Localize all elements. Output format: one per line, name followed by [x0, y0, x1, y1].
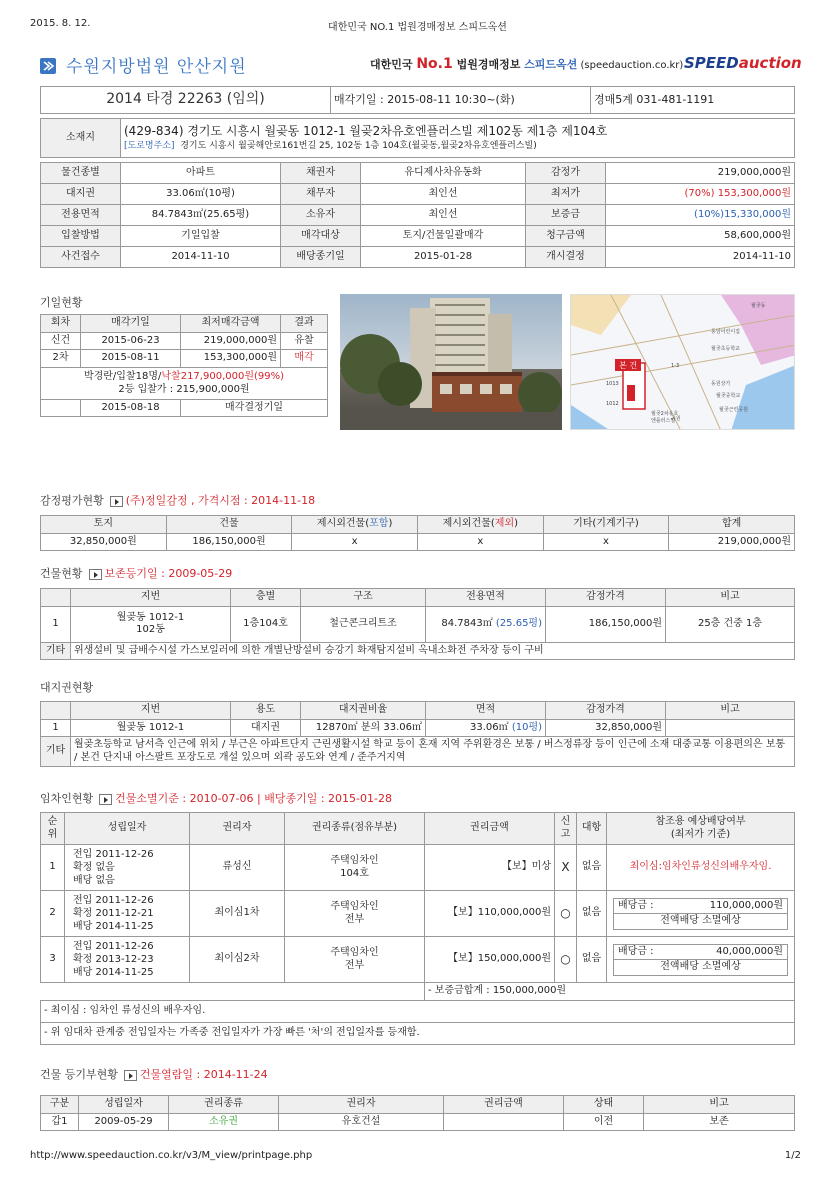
court-name: 수원지방법원 안산지원 — [66, 57, 247, 77]
svg-text:월곶초등학교: 월곶초등학교 — [711, 346, 740, 352]
address-table — [40, 118, 795, 158]
table-row: 신건 2015-06-23 219,000,000원 유찰 — [41, 332, 328, 350]
svg-text:월곶동: 월곶동 — [751, 303, 766, 309]
dividend-box: 배당금 : 110,000,000원 — [613, 898, 788, 915]
appraisal-section-title: 감정평가현황 (주)정일감정 , 가격시점 : 2014-11-18 — [40, 494, 316, 507]
table-row: 기타 월곶초등학교 남서측 인근에 위치 / 부근은 아파트단지 근린생활시설 학교 등이 혼재 지역 주위환경은 보통 / 버스정류장 등이 인근에 소재 대중교통 이용편의은 보통 / 본건 단지내 아스팔트 포장도로 개설 있으며 외곽 공도와 연계 / 준주거지역 — [41, 737, 795, 767]
svg-text:공원: 공원 — [671, 416, 681, 422]
court-title-bar — [40, 52, 802, 80]
print-title: 대한민국 NO.1 법원경매정보 스피드옥션 — [328, 22, 507, 33]
svg-text:1013: 1013 — [606, 381, 619, 387]
table-row: 1 월곶동 1012-1 대지권 12870㎡ 분의 33.06㎡ 33.06㎡ (10평) 32,850,000원 — [41, 719, 795, 737]
play-icon[interactable] — [99, 794, 112, 805]
tenant-note-2: - 위 임대차 관계중 전입일자는 가족중 전입일자가 가장 빠른 '처'의 전입일자를 등재함. — [41, 1022, 795, 1044]
svg-text:1-3: 1-3 — [671, 363, 680, 369]
case-number: 2014 타경 22263 (임의) — [41, 87, 331, 114]
play-icon[interactable] — [124, 1070, 137, 1081]
tenant-section-title: 임차인현황 건물소멸기준 : 2010-07-06 | 배당종기일 : 2015-01-28 — [40, 792, 392, 805]
svg-text:동원상가: 동원상가 — [711, 381, 731, 387]
play-icon[interactable] — [89, 569, 102, 580]
tenant-table: 순위 성립일자 권리자 권리종류(점유부분) 권리금액 신고 대항 참조용 예상배당여부 (최저가 기준) 1 전입 2011-12-26 확정 없음 배당 없음 류성신 주택임차인 104호 【보】미상 X 없음 최이심:임차인류성신의배우자임. 2 전입 2011-12-26 확정 2011-12-21 배당 2014-11-25 최이심1차 주택임차인 전부 【보】110,000,000원 ○ 없음 배당금 : 110,000,000원 전액배당 소멸예상 3 전입 2011-12-26 확정 2013-12-23 배당 2014-11-25 최이심2차 주택임차인 전부 【보】150,000,000원 ○ 없음 배당금 : 40,000,000원 전액배당 소멸예상 - 보증금합계 : 150,000,000원 - 최이심 : 임차인 류성신의 배우자임. - 위 임대차 관계중 전입일자는 가족중 전입일자가 가장 빠른 '처'의 전입일자를 등재함. — [40, 812, 795, 1045]
table-row: 물건종별 아파트 채권자 유디제사차유동화 감정가 219,000,000원 — [41, 163, 795, 184]
table-row: 2 전입 2011-12-26 확정 2011-12-21 배당 2014-11-25 최이심1차 주택임차인 전부 【보】110,000,000원 ○ 없음 배당금 : 110,000,000원 전액배당 소멸예상 — [41, 891, 795, 937]
court-dept: 경매5계 031-481-1191 — [591, 87, 795, 114]
table-row: 사건접수 2014-11-10 배당종기일 2015-01-28 개시결정 2014-11-10 — [41, 247, 795, 268]
svg-text:월곶근린공원: 월곶근린공원 — [719, 407, 748, 413]
road-address: 경기도 시흥시 월곶해안로161번길 25, 102동 1층 104호(월곶동,월곶2차유호엔플러스빌) — [180, 140, 537, 151]
building-section-title: 건물현황 보존등기일 : 2009-05-29 — [40, 567, 233, 580]
address-label: 소재지 — [41, 119, 121, 158]
svg-text:동암어린이집: 동암어린이집 — [711, 329, 740, 335]
table-row: 1 월곶동 1012-1 102동 1층104호 철근콘크리트조 84.7843㎡ (25.65평) 186,150,000원 25층 건중 1층 — [41, 606, 795, 642]
registry-section-title: 건물 등기부현황 건물열람일 : 2014-11-24 — [40, 1068, 268, 1081]
deposit-total: - 보증금합계 : 150,000,000원 — [425, 983, 795, 1001]
table-row: 32,850,000원 186,150,000원 x x x 219,000,000원 — [41, 533, 795, 551]
second-bid: 2등 입찰가 : 215,900,000원 — [118, 384, 250, 395]
land-section-title: 대지권현황 — [40, 681, 94, 694]
auction-table: 회차 매각기일 최저매각금액 결과 신건 2015-06-23 219,000,000원 유찰 2차 2015-08-11 153,300,000원 매각 박경란/입찰18명/낙찰217,900,000원(99%) 2등 입찰가 : 215,900,000원 2015-08-18 매각결정기일 — [40, 314, 328, 417]
property-photo[interactable] — [340, 294, 562, 430]
svg-text:월곶중학교: 월곶중학교 — [716, 393, 741, 399]
tenant-note-1: - 최이심 : 임차인 류성신의 배우자임. — [41, 1000, 795, 1022]
winner-info: 박경란/입찰18명/낙찰217,900,000원(99%) — [83, 370, 285, 382]
road-address-link[interactable]: [도로명주소] — [124, 140, 175, 151]
table-row: 입찰방법 기일입찰 매각대상 토지/건물일괄매각 청구금액 58,600,000원 — [41, 226, 795, 247]
arrow-icon — [40, 58, 56, 74]
brand-tagline: 대한민국 No.1 법원경매정보 스피드옥션 (speedauction.co.kr) — [370, 56, 684, 72]
brand-logo: SPEEDauction — [684, 54, 802, 72]
appraisal-table: 토지 건물 제시외건물(포함) 제시외건물(제외) 기타(기계기구) 합계 32,850,000원 186,150,000원 x x x 219,000,000원 — [40, 515, 795, 551]
tenant-note: 최이심:임차인류성신의배우자임. — [607, 845, 795, 891]
svg-text:엔플러스빌: 엔플러스빌 — [651, 418, 676, 424]
address-main: (429-834) 경기도 시흥시 월곶동 1012-1 월곶2차유호엔플러스빌 제102동 제1층 제104호 — [124, 123, 608, 138]
table-row — [41, 367, 328, 399]
play-icon[interactable] — [110, 496, 123, 507]
info-table — [40, 162, 795, 268]
table-row: 3 전입 2011-12-26 확정 2013-12-23 배당 2014-11-25 최이심2차 주택임차인 전부 【보】150,000,000원 ○ 없음 배당금 : 40,000,000원 전액배당 소멸예상 — [41, 937, 795, 983]
sale-date: 매각기일 : 2015-08-11 10:30~(화) — [331, 87, 591, 114]
table-row: 전용면적 84.7843㎡(25.65평) 소유자 최인선 보증금 (10%)15,330,000원 — [41, 205, 795, 226]
case-header — [40, 86, 795, 114]
svg-text:1012: 1012 — [606, 401, 619, 407]
location-map[interactable] — [570, 294, 795, 430]
table-row: 기타 위생설비 및 급배수시설 가스보일러에 의한 개별난방설비 승강기 화재탐지설비 옥내소화전 주차장 등이 구비 — [41, 642, 795, 660]
table-row: 2015-08-18 매각결정기일 — [41, 399, 328, 417]
map-marker: 본 건 — [619, 361, 637, 370]
table-row: 2차 2015-08-11 153,300,000원 매각 — [41, 350, 328, 368]
land-table: 지번 용도 대지권비율 면적 감정가격 비고 1 월곶동 1012-1 대지권 12870㎡ 분의 33.06㎡ 33.06㎡ (10평) 32,850,000원 기타 월곶초등학교 남서측 인근에 위치 / 부근은 아파트단지 근린생활시설 학교 등이 혼재 지역 주위환경은 보통 / 버스정류장 등이 인근에 소재 대중교통 이용편의은 보통 / 본건 단지내 아스팔트 포장도로 개설 있으며 외곽 공도와 연계 / 준주거지역 — [40, 701, 795, 767]
registry-table: 구분 성립일자 권리종류 권리자 권리금액 상태 비고 갑1 2009-05-29 소유권 유호건설 이전 보존 — [40, 1095, 795, 1131]
auction-section-title: 기일현황 — [40, 296, 83, 309]
page-number: 1/2 — [784, 1150, 801, 1161]
building-table: 지번 층별 구조 전용면적 감정가격 비고 1 월곶동 1012-1 102동 1층104호 철근콘크리트조 84.7843㎡ (25.65평) 186,150,000원 25층 건중 1층 기타 위생설비 및 급배수시설 가스보일러에 의한 개별난방설비 승강기 화재탐지설비 옥내소화전 주차장 등이 구비 — [40, 588, 795, 660]
dividend-box: 배당금 : 40,000,000원 — [613, 944, 788, 961]
svg-text:월곶2차유호: 월곶2차유호 — [651, 411, 679, 417]
table-row: 1 전입 2011-12-26 확정 없음 배당 없음 류성신 주택임차인 104호 【보】미상 X 없음 최이심:임차인류성신의배우자임. — [41, 845, 795, 891]
table-row: 대지권 33.06㎡(10평) 채무자 최인선 최저가 (70%) 153,300,000원 — [41, 184, 795, 205]
footer-url[interactable]: http://www.speedauction.co.kr/v3/M_view/printpage.php — [30, 1150, 313, 1161]
print-date: 2015. 8. 12. — [30, 18, 91, 29]
table-row: 갑1 2009-05-29 소유권 유호건설 이전 보존 — [41, 1113, 795, 1131]
